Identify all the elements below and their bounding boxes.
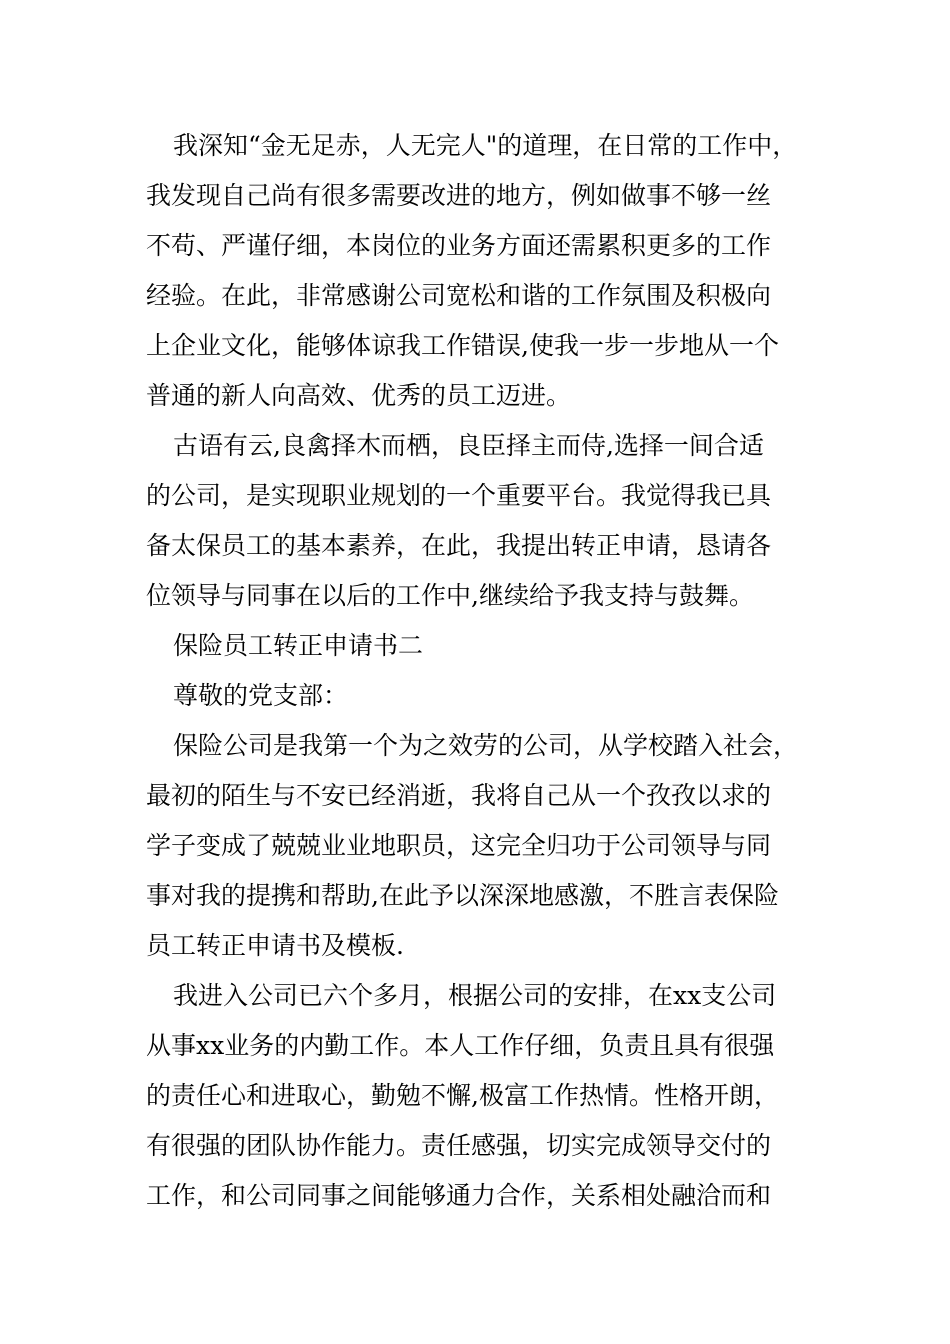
salutation: 尊敬的党支部： (173, 681, 349, 710)
paragraph-line: 的公司，是实现职业规划的一个重要平台。我觉得我已具 (146, 481, 772, 510)
section-heading: 保险员工转正申请书二 (173, 631, 424, 660)
paragraph-line: 员工转正申请书及模板. (146, 931, 404, 960)
paragraph-line: 我发现自己尚有很多需要改进的地方，例如做事不够一丝 (146, 181, 772, 210)
paragraph-line: 不苟、严谨仔细，本岗位的业务方面还需累积更多的工作 (146, 231, 772, 260)
paragraph-line: 我深知“金无足赤，人无完人"的道理，在日常的工作中， (173, 131, 798, 160)
paragraph-line: 保险公司是我第一个为之效劳的公司，从学校踏入社会， (173, 731, 799, 760)
paragraph-line: 事对我的提携和帮助,在此予以深深地感激，不胜言表保险 (146, 881, 779, 910)
paragraph-line: 位领导与同事在以后的工作中,继续给予我支持与鼓舞。 (146, 581, 754, 610)
paragraph-line: 上企业文化，能够体谅我工作错误,使我一步一步地从一个 (146, 331, 779, 360)
paragraph-line: 学子变成了兢兢业业地职员，这完全归功于公司领导与同 (146, 831, 772, 860)
paragraph-line: 普通的新人向高效、优秀的员工迈进。 (146, 381, 572, 410)
paragraph-line: 最初的陌生与不安已经消逝，我将自己从一个孜孜以求的 (146, 781, 772, 810)
paragraph-line: 从事xx业务的内勤工作。本人工作仔细，负责且具有很强 (146, 1031, 775, 1060)
document-body (146, 121, 811, 1221)
paragraph-line: 工作，和公司同事之间能够通力合作，关系相处融洽而和 (146, 1181, 772, 1210)
paragraph-line: 经验。在此，非常感谢公司宽松和谐的工作氛围及积极向 (146, 281, 772, 310)
paragraph-line: 古语有云,良禽择木而栖，良臣择主而侍,选择一间合适 (173, 431, 764, 460)
paragraph-line: 有很强的团队协作能力。责任感强，切实完成领导交付的 (146, 1131, 772, 1160)
paragraph-line: 备太保员工的基本素养，在此，我提出转正申请，恳请各 (146, 531, 772, 560)
paragraph-line: 的责任心和进取心，勤勉不懈,极富工作热情。性格开朗， (146, 1081, 779, 1110)
paragraph-line: 我进入公司已六个多月，根据公司的安排，在xx支公司 (173, 981, 777, 1010)
